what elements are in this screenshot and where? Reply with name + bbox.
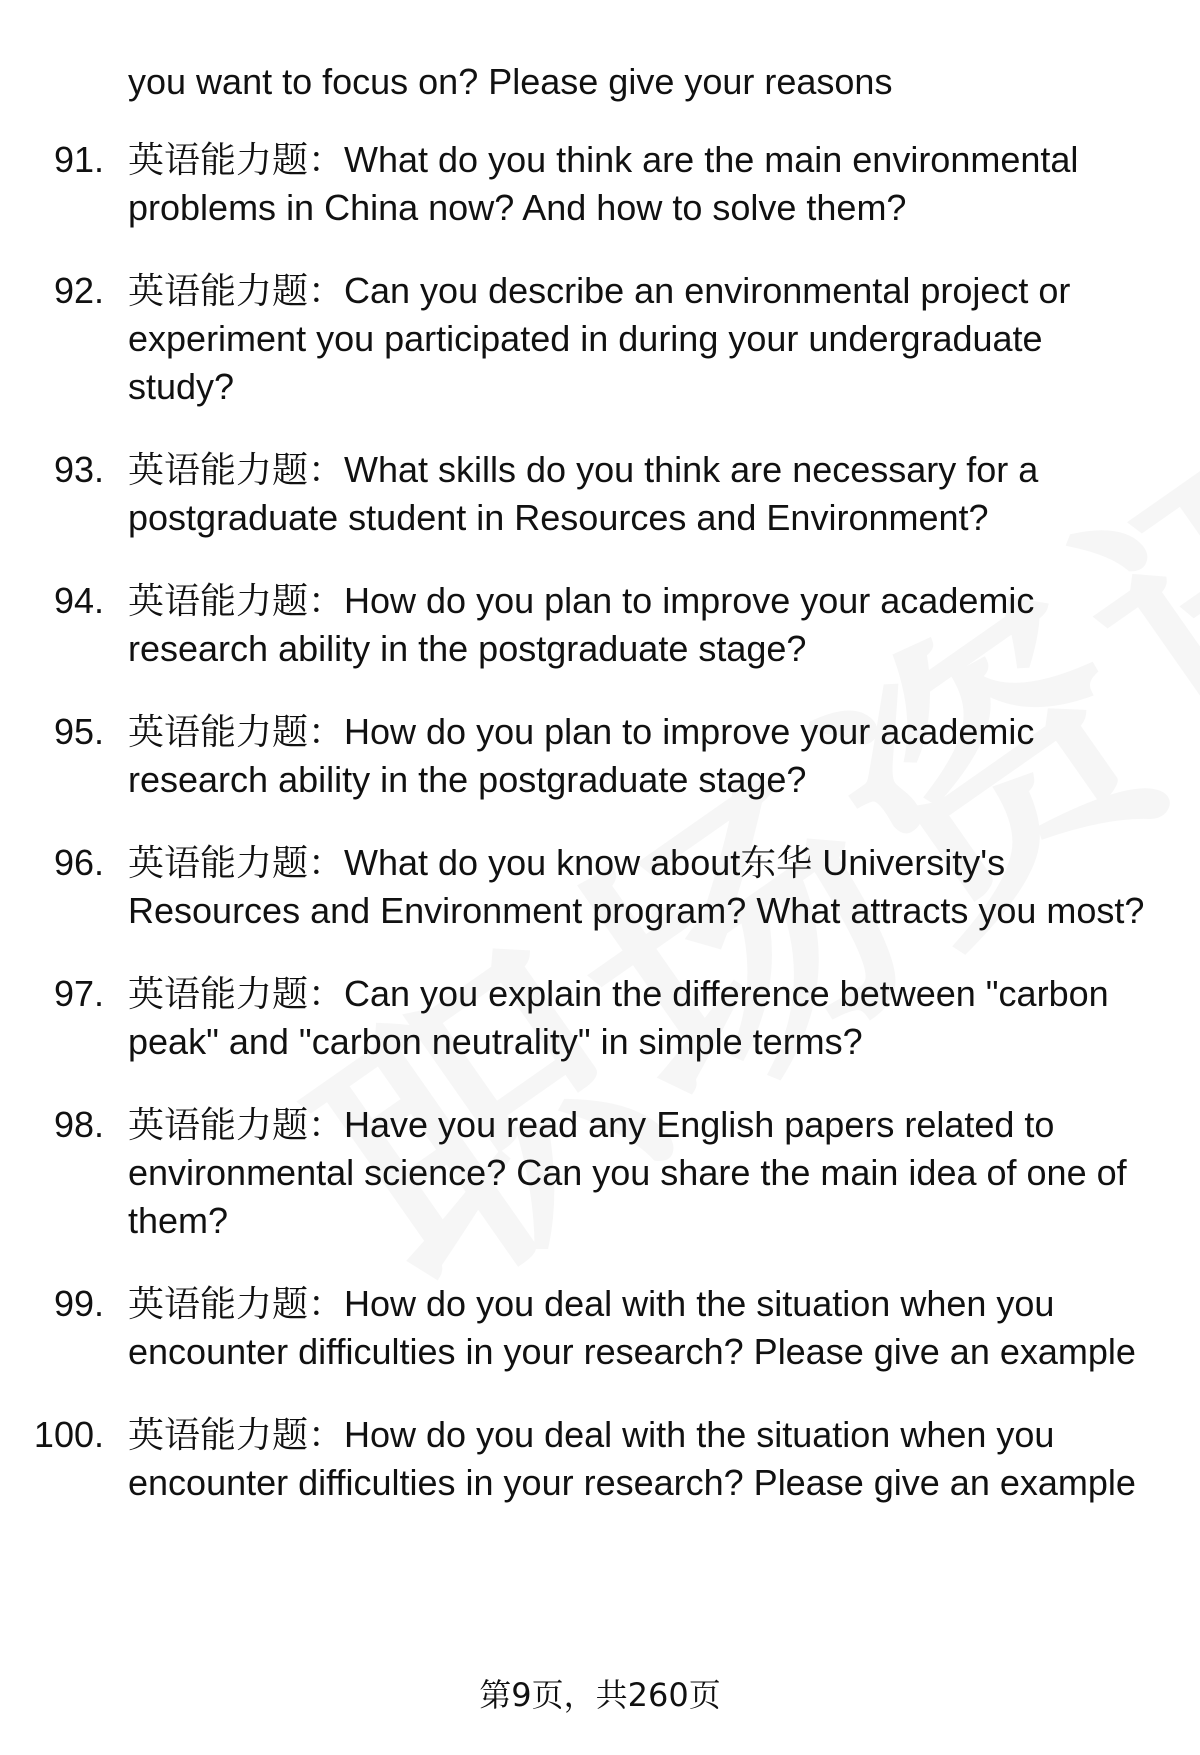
question-number: 95.	[53, 711, 104, 752]
question-number: 96.	[53, 842, 104, 883]
question-text: 英语能力题：What do you think are the main environmental problems in China now? And how to solve them?	[128, 139, 1079, 228]
question-text: 英语能力题：How do you plan to improve your academic research ability in the postgraduate stage?	[128, 580, 1035, 669]
question-number: 99.	[53, 1283, 104, 1324]
question-number: 94.	[53, 580, 104, 621]
question-text: 英语能力题：Have you read any English papers related to environmental science? Can you share the main idea of one of them?	[128, 1104, 1127, 1241]
question-number: 93.	[53, 449, 104, 490]
question-item-93	[0, 446, 1200, 542]
question-content	[0, 58, 1200, 1542]
question-item-95	[0, 708, 1200, 804]
question-text: 英语能力题：What skills do you think are necessary for a postgraduate student in Resources and Environment?	[128, 449, 1039, 538]
question-item-98	[0, 1101, 1200, 1245]
question-number: 100.	[33, 1414, 104, 1455]
question-list	[0, 136, 1200, 1507]
question-number: 97.	[53, 973, 104, 1014]
question-text: 英语能力题：How do you deal with the situation when you encounter difficulties in your research? Please give an example	[128, 1414, 1136, 1503]
question-item-92	[0, 267, 1200, 411]
question-text: 英语能力题：Can you describe an environmental project or experiment you participated in during your undergraduate study?	[128, 270, 1071, 407]
question-number: 91.	[53, 139, 104, 180]
question-item-99	[0, 1280, 1200, 1376]
question-text: 英语能力题：How do you deal with the situation when you encounter difficulties in your research? Please give an example	[128, 1283, 1136, 1372]
question-text: 英语能力题：What do you know about东华 University's Resources and Environment program? What attracts you most?	[128, 842, 1145, 931]
question-text: 英语能力题：How do you plan to improve your academic research ability in the postgraduate stage?	[128, 711, 1035, 800]
question-number: 92.	[53, 270, 104, 311]
question-number: 98.	[53, 1104, 104, 1145]
page-footer: 第9页，共260页	[479, 1676, 721, 1714]
question-item-94	[0, 577, 1200, 673]
question-text: 英语能力题：Can you explain the difference between "carbon peak" and "carbon neutrality" in simple terms?	[128, 973, 1109, 1062]
question-item-97	[0, 970, 1200, 1066]
question-item-100	[0, 1411, 1200, 1507]
continuation-text: you want to focus on? Please give your reasons	[128, 61, 893, 102]
question-item-96	[0, 839, 1200, 935]
question-item-91	[0, 136, 1200, 232]
